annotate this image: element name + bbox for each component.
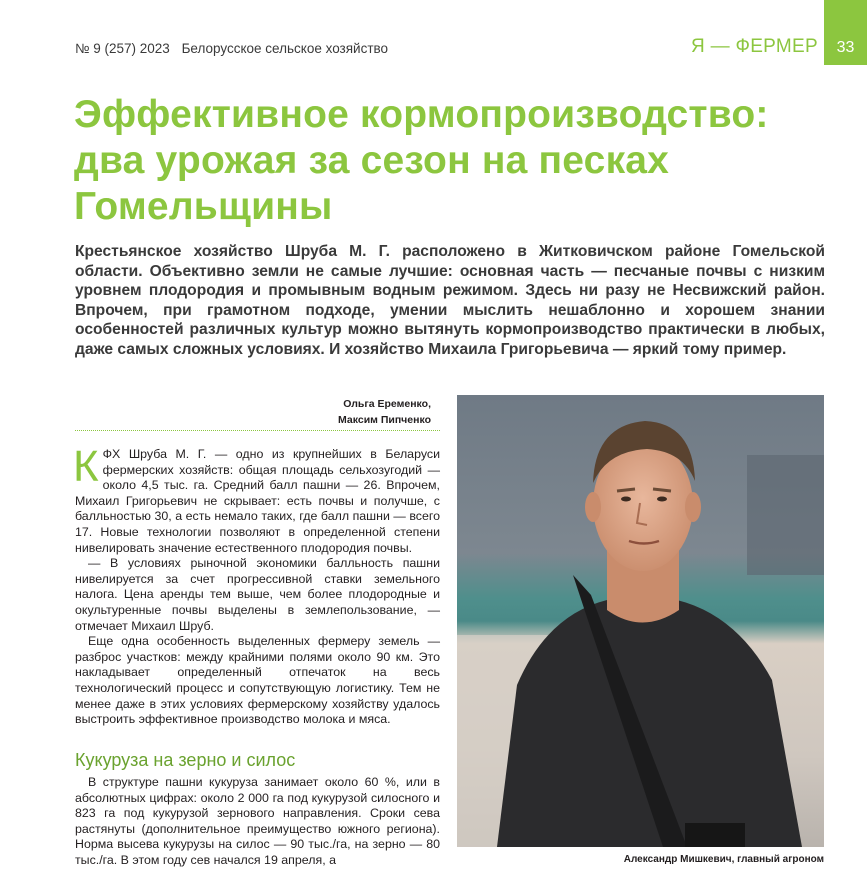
authors: [240, 396, 431, 428]
photo-caption: Александр Мишкевич, главный агроном: [623, 854, 824, 865]
body-paragraph: [73, 442, 440, 556]
article-body-continued: [75, 775, 440, 869]
body-paragraph-text: ФХ Шруба М. Г. — одно из крупнейших в Беларуси фермерских хозяйств: общая площадь сельхозугодий — около 4,5 тыс. га. Средний балл пашни — 26. Впрочем, Михаил Григорьевич не скрывает: есть почвы и получше, с балльностью 30, а есть немало таких, где балл пашни — всего 17. Новые технологии позволяют в определенной степени нивелировать значение естественного плодородия почвы.: [75, 447, 440, 555]
issue-number: № 9 (257) 2023: [75, 41, 170, 56]
author-2: Максим Пипченко: [338, 414, 431, 426]
running-header: [75, 41, 388, 56]
section-name: Я — ФЕРМЕР: [690, 36, 818, 57]
portrait-photo-image: [457, 395, 824, 847]
body-paragraph: Еще одна особенность выделенных фермеру земель — разброс участков: между крайними полями около 90 км. Это накладывает определенный отпечаток на весь технологический процесс и сопутствующую логистику. Тем не менее даже в этих условиях фермерскому хозяйству удалось выстроить эффективное производство молока и мяса.: [75, 634, 440, 727]
authors-divider: [75, 430, 440, 431]
article-body: [73, 442, 440, 728]
body-paragraph: — В условиях рыночной экономики балльность пашни нивелируется за счет прогрессивной ставки земельного налога. Цена аренды тем выше, чем более плодородные и окультуренные почвы выделены в землепользование, — отмечает Михаил Шруб.: [75, 556, 440, 633]
article-title: Эффективное кормопроизводство: два урожая за сезон на песках Гомельщины: [74, 93, 769, 228]
magazine-name: Белорусское сельское хозяйство: [181, 41, 389, 56]
article-lead: Крестьянское хозяйство Шруба М. Г. расположено в Житковичском районе Гомельской области. Объективно земли не самые лучшие: основная часть — песчаные почвы с низким уровнем плодородия и промывным водным режимом. Здесь ни разу не Несвижский район. Впрочем, при грамотном подходе, умении мыслить нешаблонно и хорошем знании особенностей различных культур можно вытянуть кормопроизводство практически в любых, даже самых сложных условиях. И хозяйство Михаила Григорьевича — яркий тому пример.: [75, 243, 825, 358]
page-number: 33: [824, 0, 867, 65]
portrait-photo: [457, 395, 824, 847]
author-1: Ольга Еременко,: [343, 398, 431, 410]
body-paragraph: В структуре пашни кукуруза занимает около 60 %, или в абсолютных цифрах: около 2 000 га под кукурузой силосного и 823 га под кукурузой зернового направления. Сроки сева растянуты (дополнительное преимущество южного региона). Норма высева кукурузы на силос — 90 тыс./га, на зерно — 80 тыс./га. В этом году сев начался 19 апреля, а: [75, 775, 440, 867]
drop-cap: К: [73, 442, 99, 491]
subheading: Кукуруза на зерно и силос: [75, 750, 296, 770]
